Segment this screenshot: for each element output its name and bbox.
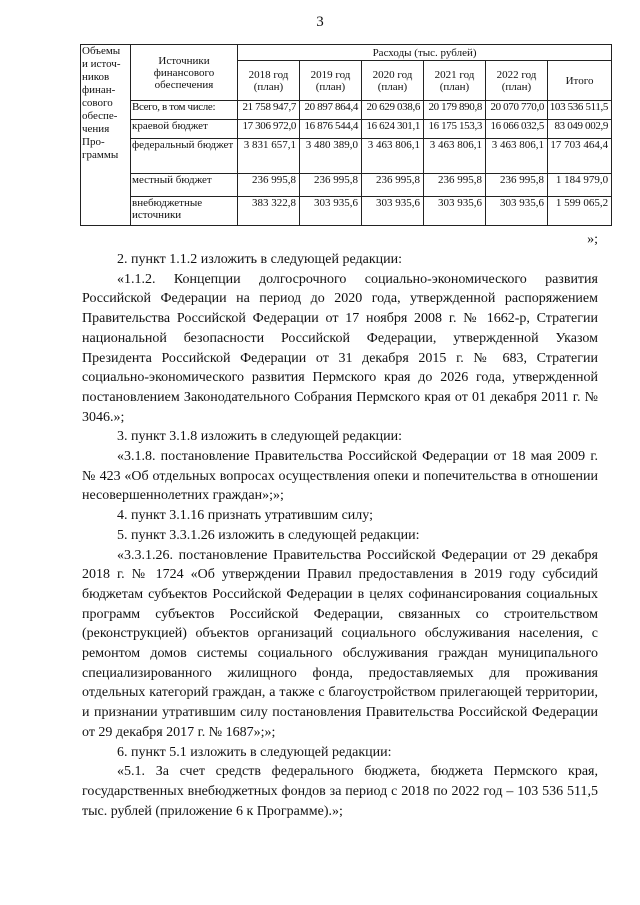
value-cell: 16 066 032,5 <box>486 120 548 139</box>
value-cell: 20 897 864,4 <box>300 101 362 120</box>
value-cell: 16 175 153,3 <box>424 120 486 139</box>
total-cell: 1 599 065,2 <box>548 197 612 226</box>
total-cell: 17 703 464,4 <box>548 139 612 174</box>
value-cell: 236 995,8 <box>238 174 300 197</box>
financing-table <box>80 44 612 226</box>
source-label: Всего, в том числе: <box>131 101 238 120</box>
program-volume-line: чения <box>82 123 110 135</box>
total-cell: 103 536 511,5 <box>548 101 612 120</box>
paragraph: «3.1.8. постановление Правительства Российской Федерации от 18 мая 2009 г. № 423 «Об отдельных вопросах осуществления опеки и попечительства в отношении несовершеннолетних граждан»;»; <box>82 449 598 504</box>
year-header: 2018 год (план) <box>238 61 300 101</box>
value-cell: 3 463 806,1 <box>424 139 486 174</box>
value-cell: 383 322,8 <box>238 197 300 226</box>
program-volume-line: граммы <box>82 149 119 161</box>
program-volume-line: ников <box>82 71 110 83</box>
value-cell: 303 935,6 <box>486 197 548 226</box>
value-cell: 20 629 038,6 <box>362 101 424 120</box>
source-label: внебюджетные источники <box>131 197 238 226</box>
program-volume-line: финан- <box>82 84 116 96</box>
value-cell: 236 995,8 <box>362 174 424 197</box>
document-body <box>82 250 598 821</box>
value-cell: 20 179 890,8 <box>424 101 486 120</box>
value-cell: 236 995,8 <box>486 174 548 197</box>
year-header: 2021 год (план) <box>424 61 486 101</box>
value-cell: 236 995,8 <box>424 174 486 197</box>
source-label: федеральный бюджет <box>131 139 238 174</box>
sources-header: Источники финансового обеспечения <box>131 45 238 101</box>
paragraph: «5.1. За счет средств федерального бюджета, бюджета Пермского края, государственных внебюджетных фондов за период с 2018 по 2022 год – 103 536 511,5 тыс. рублей (приложение 6 к Программе).»; <box>82 764 598 819</box>
page-number: 3 <box>316 14 324 30</box>
value-cell: 303 935,6 <box>362 197 424 226</box>
value-cell: 17 306 972,0 <box>238 120 300 139</box>
program-volume-line: сового <box>82 97 113 109</box>
value-cell: 3 480 389,0 <box>300 139 362 174</box>
closing-mark: »; <box>587 232 598 247</box>
total-header: Итого <box>548 61 612 101</box>
paragraph: 5. пункт 3.3.1.26 изложить в следующей редакции: <box>117 527 420 543</box>
value-cell: 303 935,6 <box>300 197 362 226</box>
paragraph: 4. пункт 3.1.16 признать утратившим силу; <box>117 508 373 524</box>
program-volume-line: Объемы <box>82 45 121 57</box>
year-header: 2022 год (план) <box>486 61 548 101</box>
value-cell: 3 831 657,1 <box>238 139 300 174</box>
source-label: краевой бюджет <box>131 120 238 139</box>
program-volume-line: обеспе- <box>82 110 118 122</box>
program-volume-line: Про- <box>82 136 105 148</box>
expenses-header: Расходы (тыс. рублей) <box>238 45 612 61</box>
year-header: 2019 год (план) <box>300 61 362 101</box>
value-cell: 236 995,8 <box>300 174 362 197</box>
program-volume-cell <box>81 45 131 226</box>
source-label: местный бюджет <box>131 174 238 197</box>
value-cell: 3 463 806,1 <box>486 139 548 174</box>
total-cell: 83 049 002,9 <box>548 120 612 139</box>
value-cell: 16 624 301,1 <box>362 120 424 139</box>
paragraph: «3.3.1.26. постановление Правительства Российской Федерации от 29 декабря 2018 г. № 1724 «Об утверждении Правил предоставления в 2019 году субсидий бюджетам субъектов Российской Федерации в целях софинансирования социальных программ субъектов Российской Федерации, связанных со строительством (реконструкцией) объектов организаций социального обслуживания населения, с ремонтом домов системы социального обслуживания граждан муниципального специализированного жилищного фонда, предоставляемых для проживания отдельных категорий граждан, а также с благоустройством прилегающей территории, и признании утратившим силу постановления Правительства Российской Федерации от 29 декабря 2017 г. № 1687»;»; <box>82 547 598 740</box>
paragraph: 6. пункт 5.1 изложить в следующей редакции: <box>117 744 392 760</box>
paragraph: 3. пункт 3.1.8 изложить в следующей редакции: <box>117 429 402 445</box>
value-cell: 303 935,6 <box>424 197 486 226</box>
value-cell: 21 758 947,7 <box>238 101 300 120</box>
year-header: 2020 год (план) <box>362 61 424 101</box>
value-cell: 16 876 544,4 <box>300 120 362 139</box>
value-cell: 20 070 770,0 <box>486 101 548 120</box>
value-cell: 3 463 806,1 <box>362 139 424 174</box>
paragraph: «1.1.2. Концепции долгосрочного социально-экономического развития Российской Федерации на период до 2020 года, утвержденной распоряжением Правительства Российской Федерации от 17 ноября 2008 г. № 1662-р, Стратегии национальной безопасности Российской Федерации, утвержденной Указом Президента Российской Федерации от 31 декабря 2015 г. № 683, Стратегии социально-экономического развития Пермского края до 2026 года, утвержденной постановлением Законодательного Собрания Пермского края от 01 декабря 2011 г. № 3046.»; <box>82 271 598 425</box>
program-volume-line: и источ- <box>82 58 121 70</box>
paragraph: 2. пункт 1.1.2 изложить в следующей редакции: <box>117 252 402 267</box>
total-cell: 1 184 979,0 <box>548 174 612 197</box>
